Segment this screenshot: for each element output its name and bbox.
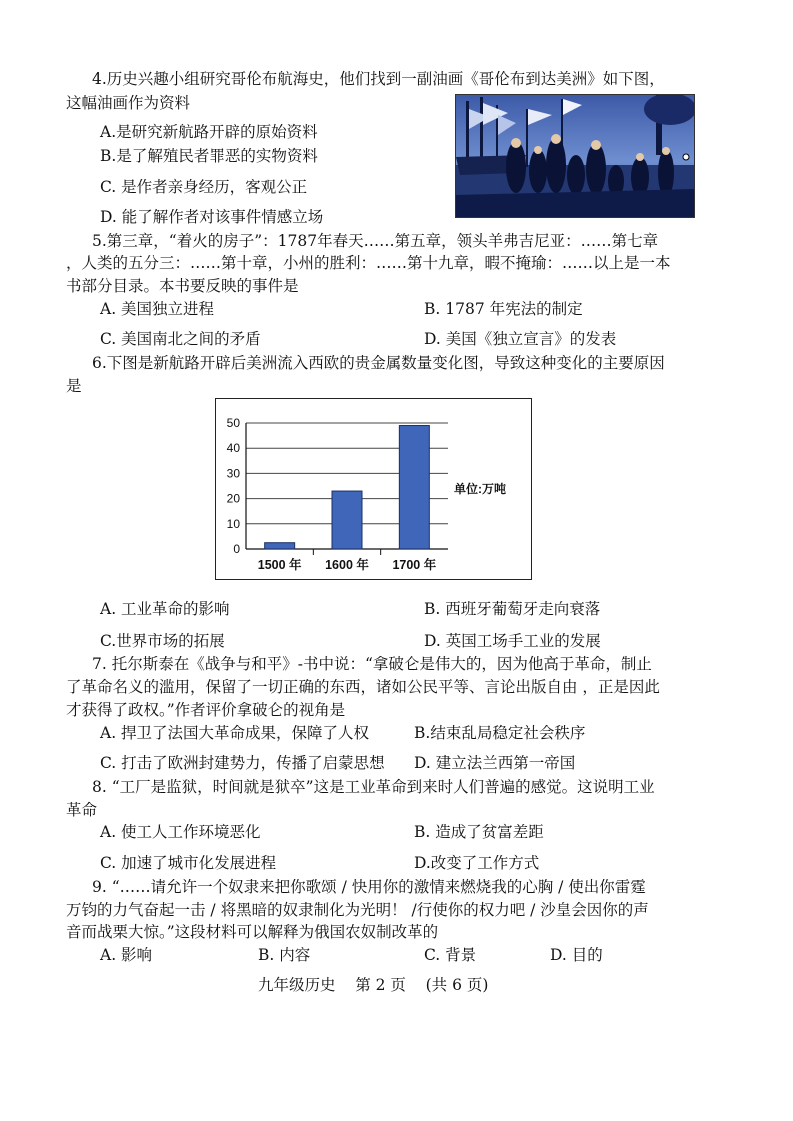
q9-option-c: C. 背景: [424, 946, 477, 964]
q6-option-c: C.世界市场的拓展: [100, 632, 225, 650]
q8-option-b: B. 造成了贫富差距: [414, 823, 544, 841]
y-tick-label: 0: [233, 542, 240, 556]
q7-stem-line-1: 7. 托尔斯泰在《战争与和平》-书中说：“拿破仑是伟大的，因为他高于革命，制止: [92, 655, 652, 673]
q6-option-b: B. 西班牙葡萄牙走向衰落: [424, 600, 601, 618]
y-tick-label: 40: [226, 441, 240, 456]
q5-stem-line-3: 书部分目录。本书要反映的事件是: [66, 277, 299, 295]
q7-option-a: A. 捍卫了法国大革命成果，保障了人权: [100, 724, 370, 742]
q9-stem-line-2: 万钧的力气奋起一击 / 将黑暗的奴隶制化为光明！ /行使你的权力吧 / 沙皇会因你的声: [66, 901, 649, 919]
y-tick-label: 30: [226, 466, 240, 481]
bar-2: [332, 491, 362, 549]
q7-option-b: B.结束乱局稳定社会秩序: [414, 724, 586, 742]
q5-option-b: B. 1787 年宪法的制定: [424, 300, 583, 318]
q9-stem-line-3: 音而战栗大惊。”这段材料可以解释为俄国农奴制改革的: [66, 923, 439, 941]
q8-stem-line-1: 8. “工厂是监狱，时间就是狱卒”这是工业革命到来时人们普遍的感觉。这说明工业: [92, 778, 655, 796]
q9-stem-line-1: 9. “……请允许一个奴隶来把你歌颂 / 快用你的激情来燃烧我的心胸 / 使出你雷霆: [92, 878, 646, 896]
unit-label: 单位:万吨: [454, 482, 506, 496]
q8-option-a: A. 使工人工作环境恶化: [100, 823, 261, 841]
y-tick-label: 50: [226, 416, 240, 430]
q4-option-a: A.是研究新航路开辟的原始资料: [100, 123, 318, 141]
bar-1: [265, 543, 295, 549]
q6-option-a: A. 工业革命的影响: [100, 600, 230, 618]
q7-option-d: D. 建立法兰西第一帝国: [414, 754, 576, 772]
q7-option-c: C. 打击了欧洲封建势力，传播了启蒙思想: [100, 754, 385, 772]
q9-option-b: B. 内容: [258, 946, 311, 964]
q4-option-b: B.是了解殖民者罪恶的实物资料: [100, 147, 318, 165]
q6-stem-line-1: 6.下图是新航路开辟后美洲流入西欧的贵金属数量变化图，导致这种变化的主要原因: [92, 354, 665, 372]
q9-option-a: A. 影响: [100, 946, 153, 964]
y-tick-label: 20: [226, 491, 240, 506]
q5-option-c: C. 美国南北之间的矛盾: [100, 330, 261, 348]
x-category-label: 1600 年: [325, 558, 369, 572]
x-category-label: 1500 年: [257, 558, 302, 572]
q5-option-a: A. 美国独立进程: [100, 300, 215, 318]
q4-option-c: C. 是作者亲身经历，客观公正: [100, 178, 308, 196]
q6-option-d: D. 英国工场手工业的发展: [424, 632, 601, 650]
precious-metal-bar-chart: [215, 398, 532, 580]
q8-option-d: D.改变了工作方式: [414, 854, 540, 872]
q4-stem-line-2: 这幅油画作为资料: [66, 94, 191, 112]
chart-svg: [216, 399, 531, 579]
q7-stem-line-3: 才获得了政权。”作者评价拿破仑的视角是: [66, 701, 346, 719]
q9-option-d: D. 目的: [550, 946, 603, 964]
q5-option-d: D. 美国《独立宣言》的发表: [424, 330, 617, 348]
q4-option-d: D. 能了解作者对该事件情感立场: [100, 208, 324, 226]
q4-stem-line-1: 4.历史兴趣小组研究哥伦布航海史，他们找到一副油画《哥伦布到达美洲》如下图，: [92, 70, 665, 88]
q5-stem-line-1: 5.第三章，“着火的房子”：1787年春天……第五章，领头羊弗吉尼亚：……第七章: [92, 232, 659, 250]
columbus-painting-image: [455, 94, 695, 218]
bar-3: [399, 426, 429, 549]
q7-stem-line-2: 了革命名义的滥用，保留了一切正确的东西，诸如公民平等、言论出版自由 ，正是因此: [66, 678, 660, 696]
q5-stem-line-2: ，人类的五分三：……第十章，小州的胜利：……第十九章，暇不掩瑜：……以上是一本: [66, 254, 671, 272]
page-footer: 九年级历史 第 2 页 (共 6 页): [258, 976, 489, 994]
q8-stem-line-2: 革命: [66, 801, 98, 819]
x-category-label: 1700 年: [392, 558, 437, 572]
y-tick-label: 10: [226, 516, 240, 531]
q8-option-c: C. 加速了城市化发展进程: [100, 854, 277, 872]
q6-stem-line-2: 是: [66, 377, 82, 395]
